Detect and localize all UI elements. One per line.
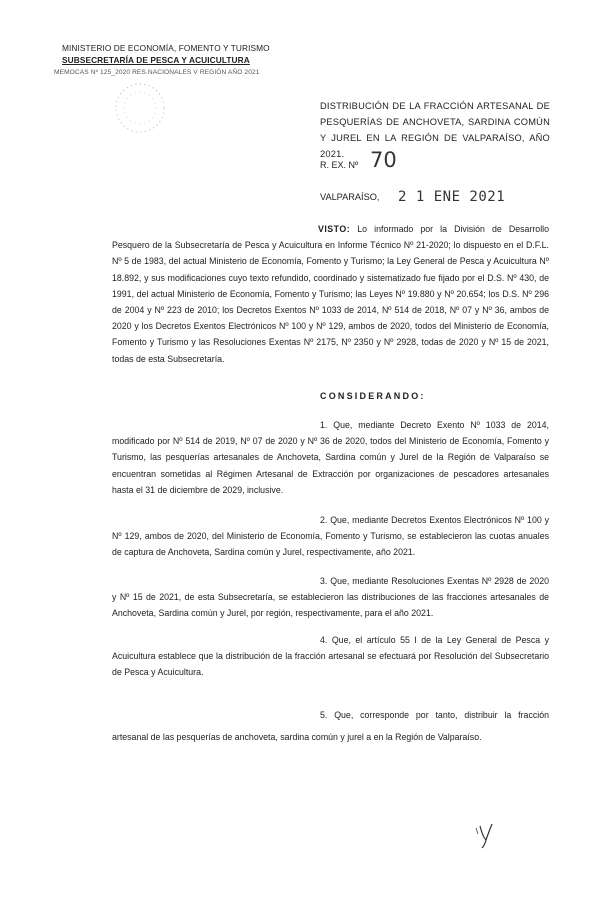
document-title: DISTRIBUCIÓN DE LA FRACCIÓN ARTESANAL DE PESQUERÍAS DE ANCHOVETA, SARDINA COMÚN Y JUREL EN LA REGIÓN DE VALPARAÍSO, AÑO 2021. [320,101,550,159]
initials-signature-icon [470,820,510,850]
considerando-item-2: 2. Que, mediante Decretos Exentos Electrónicos Nº 100 y Nº 129, ambos de 2020, del Ministerio de Economía, Fomento y Turismo, se establecieron las cuotas anuales de captura de Anchoveta, Sardina común y Jurel, respectivamente, año 2021. [112,515,549,558]
ministry-header: MINISTERIO DE ECONOMÍA, FOMENTO Y TURISMO [62,43,270,53]
visto-text: Lo informado por la División de Desarrollo Pesquero de la Subsecretaría de Pesca y Acuicultura en Informe Técnico Nº 21-2020; lo dispuesto en el D.F.L. Nº 5 de 1983, del actual Ministerio de Economía, Fomento y Turismo; la Ley General de Pesca y Acuicultura Nº 18.892, y sus modificaciones cuyo texto refundido, coordinado y sistematizado fue fijado por el D.S. Nº 430, de 1991, del actual Ministerio de Economía, Fomento y Turismo; las Leyes Nº 19.880 y Nº 20.654; los D.S. Nº 296 de 2004 y Nº 223 de 2010; los Decretos Exentos Nº 1033 de 2014, Nº 514 de 2018, Nº 07 y Nº 36, ambos de 2020 y los Decretos Exentos Electrónicos Nº 100 y Nº 129, ambos de 2020, todos del Ministerio de Economía, Fomento y Turismo y las Resoluciones Exentas Nº 2175, Nº 2350 y Nº 2928, todas de 2020 y Nº 15 de 2021, todas de esta Subsecretaría. [112,224,549,364]
subsecretaria-header: SUBSECRETARÍA DE PESCA Y ACUICULTURA [62,55,250,65]
date-stamp: 2 1 ENE 2021 [398,189,506,205]
considerando-item-1: 1. Que, mediante Decreto Exento Nº 1033 de 2014, modificado por Nº 514 de 2019, Nº 07 de 2020 y Nº 36 de 2020, todos del Ministerio de Economía, Fomento y Turismo, las pesquerías artesanales de Anchoveta, Sardina común y Jurel de la Región de Valparaíso se encuentran sometidas al Régimen Artesanal de Extracción por organizaciones de pescadores artesanales hasta el 31 de diciembre de 2029, inclusive. [112,420,549,495]
considerando-heading: CONSIDERANDO: [320,391,426,401]
visto-paragraph [112,221,549,367]
visto-label: VISTO: [318,224,351,234]
considerando-item-5: 5. Que, corresponde por tanto, distribuir la fracción artesanal de las pesquerías de anchoveta, sardina común y jurel a en la Región de Valparaíso. [112,710,549,742]
memo-reference: MEMOCAS Nº 125_2020 RES.NACIONALES V REGIÓN AÑO 2021 [54,69,260,76]
resolution-label: R. EX. Nº [320,160,359,170]
place-label: VALPARAÍSO, [320,192,380,202]
considerando-item-3: 3. Que, mediante Resoluciones Exentas Nº 2928 de 2020 y Nº 15 de 2021, de esta Subsecretaría, se establecieron las distribuciones de las fracciones artesanales de Anchoveta, Sardina común y Jurel, por región, respectivamente, para el año 2021. [112,576,549,619]
resolution-number: 70 [370,148,397,172]
considerando-item-4: 4. Que, el artículo 55 I de la Ley General de Pesca y Acuicultura establece que la distribución de la fracción artesanal se efectuará por Resolución del Subsecretario de Pesca y Acuicultura. [112,635,549,678]
faded-stamp-icon [100,78,180,138]
